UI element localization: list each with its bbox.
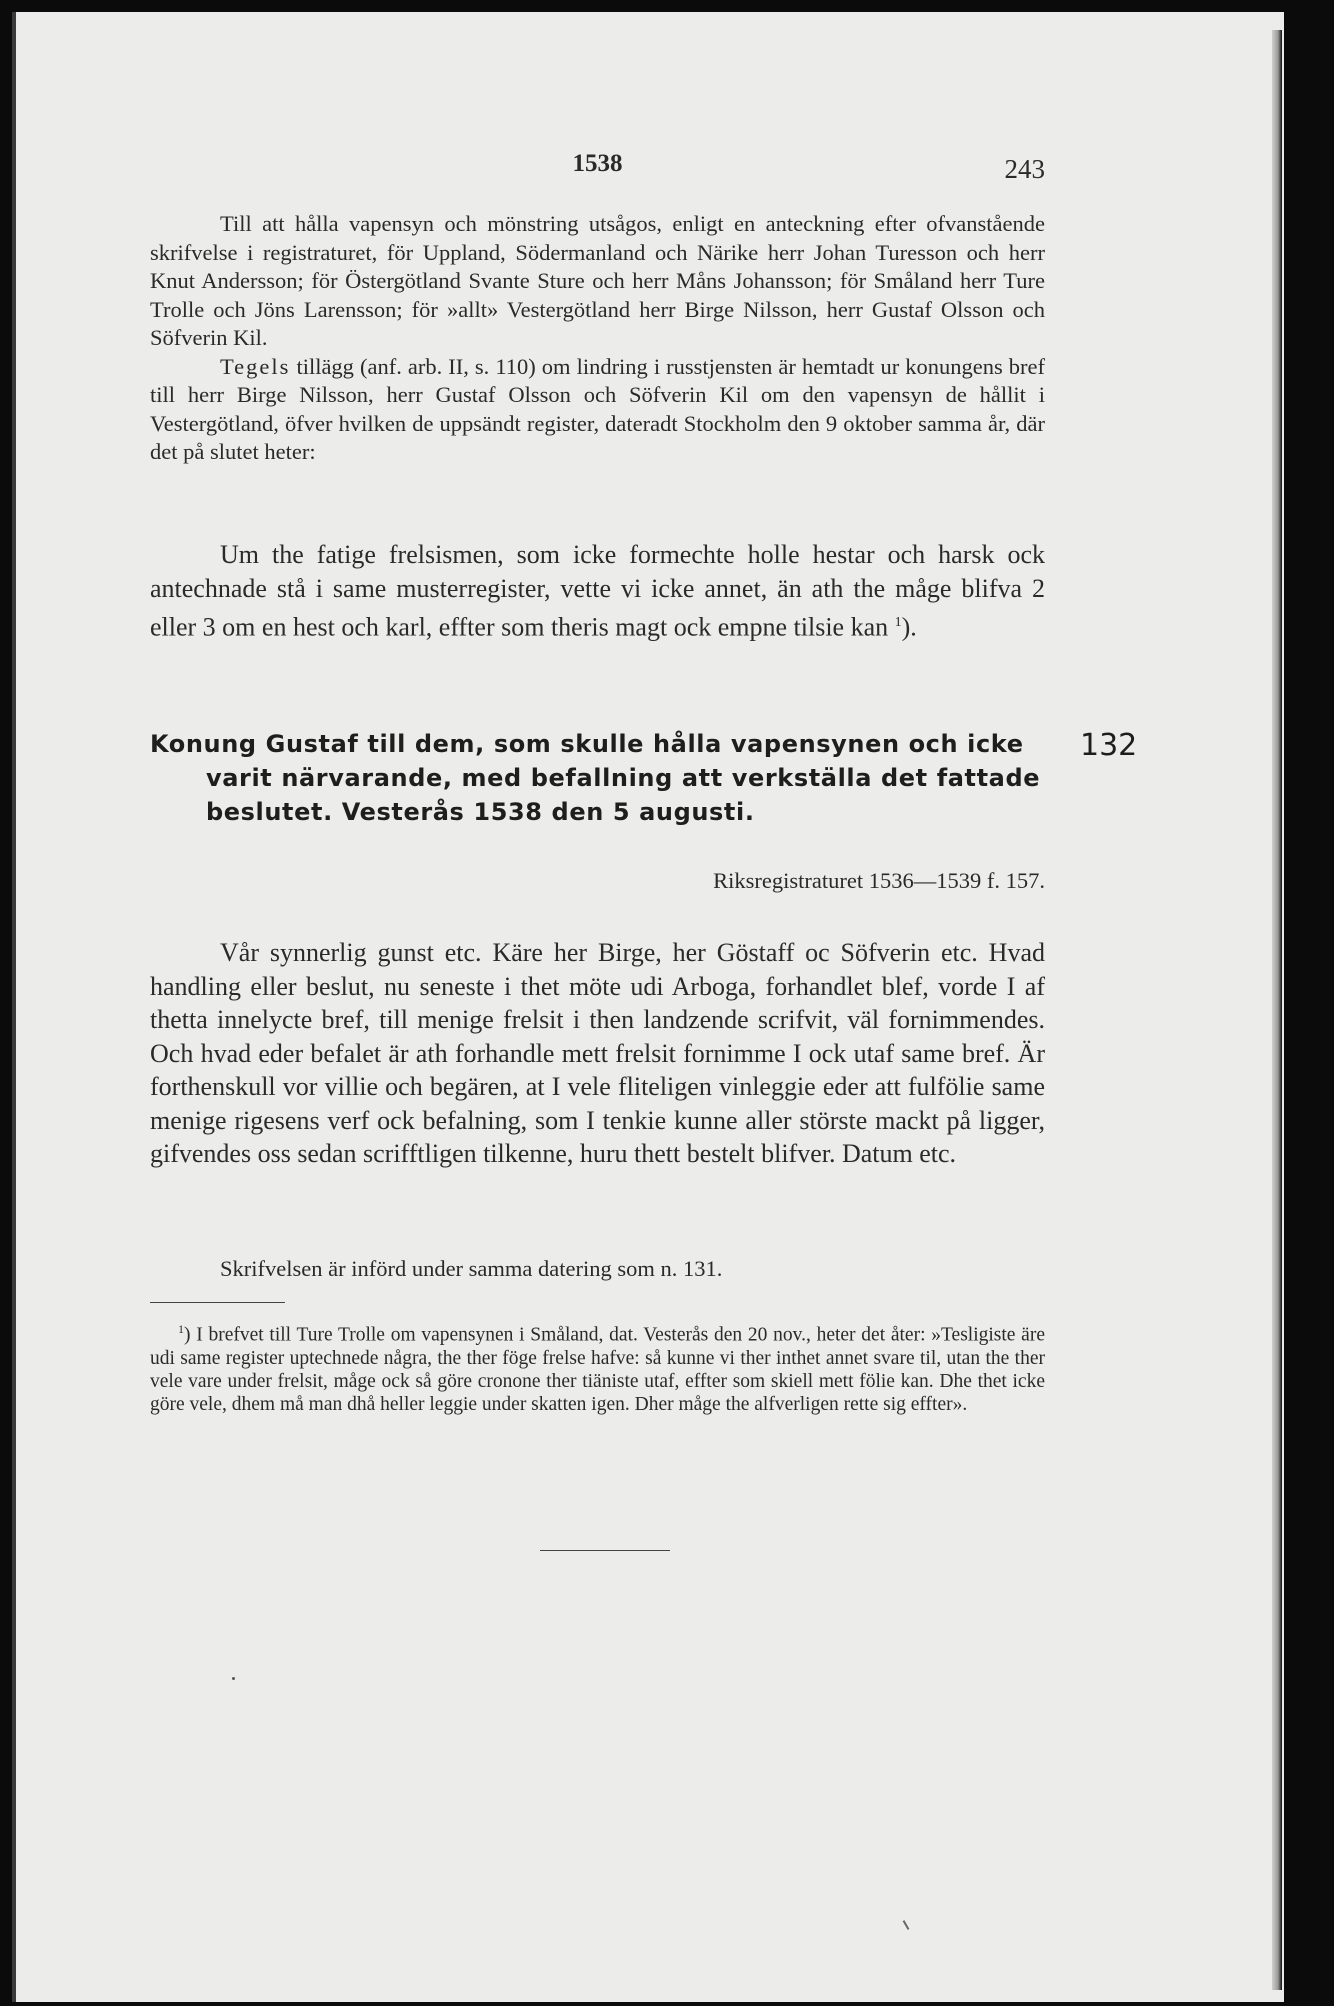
document-heading-text: Konung Gustaf till dem, som skulle hålla vapensynen och icke varit närvarande, med befallning att verkställa det fattade beslutet. Vesterås 1538 den 5 augusti. bbox=[150, 730, 1041, 826]
quoted-passage bbox=[150, 538, 1045, 645]
footnote bbox=[150, 1318, 1045, 1416]
letter-body bbox=[150, 936, 1045, 1171]
intro-text bbox=[150, 210, 1045, 467]
footnote-ref: 1 bbox=[894, 615, 902, 630]
letter-text: Vår synnerlig gunst etc. Käre her Birge, her Göstaff oc Söfverin etc. Hvad handling eller beslut, nu seneste i thet möte udi Arboga, forhandlet blef, vorde I af thetta innelycte bref, till menige frelsit i then landzende scrifvit, väl fornimmendes. Och hvad eder befalet är ath forhandle mett frelsit fornimme I ock utaf same bref. Är forthenskull vor villie och begären, at I vele fliteligen vinleggie eder att fulfölie same menige rigesens verf ock befalning, som I tenkie kunne aller störste mackt på ligger, gifvendes oss sedan scrifftligen tilkenne, huru thett bestelt blifver. Datum etc. bbox=[150, 938, 1045, 1168]
quote-paragraph bbox=[150, 538, 1045, 645]
intro-paragraph-2 bbox=[150, 353, 1045, 467]
header-year: 1538 bbox=[572, 150, 623, 177]
page-edge bbox=[1272, 30, 1282, 1990]
quote-end: ). bbox=[901, 612, 917, 642]
speck bbox=[232, 1677, 235, 1680]
source-reference: Riksregistraturet 1536—1539 f. 157. bbox=[713, 868, 1045, 893]
footnote-paragraph bbox=[150, 1318, 1045, 1416]
intro-paragraph-1: Till att hålla vapensyn och mönstring utsågos, enligt en anteckning efter ofvanstående skrifvelse i registraturet, för Uppland, Södermanland och Närike herr Johan Turesson och herr Knut Andersson; för Östergötland Svante Sture och herr Måns Johansson; för Småland herr Ture Trolle och Jöns Larensson; för »allt» Vestergötland herr Birge Nilsson, herr Gustaf Olsson och Söfverin Kil. bbox=[150, 211, 1045, 350]
document-heading bbox=[150, 727, 1045, 829]
running-header bbox=[150, 150, 1045, 190]
page-number: 243 bbox=[1004, 154, 1045, 184]
intro-paragraph-2-text: tillägg (anf. arb. II, s. 110) om lindring i russtjensten är hemtadt ur konungens bref till herr Birge Nilsson, herr Gustaf Olsson och Söfverin Kil om den vapensyn de hållit i Vestergötland, öfver hvilken de uppsändt register, dateradt Stockholm den 9 oktober samma år, där det på slutet heter: bbox=[150, 353, 1045, 464]
registry-note bbox=[150, 1255, 1045, 1284]
end-rule bbox=[540, 1550, 670, 1551]
registry-note-text: Skrifvelsen är införd under samma datering som n. 131. bbox=[220, 1256, 723, 1281]
footnote-text: ) I brefvet till Ture Trolle om vapensynen i Småland, dat. Vesterås den 20 nov., heter det åter: »Tesligiste äre udi same register uptechnede några, the ther föge frelse hafve: så kunne vi ther inthet annet svare til, utan the ther vele vare under frelsit, måge ock så göre cronone ther tiäniste utaf, effter som skiell mett fölie kan. Dhe thet icke göre vele, dhem må man dhå heller leggie under skatten igen. Dher måge the alfverligen rette sig effter». bbox=[150, 1324, 1045, 1415]
author-name: Tegels bbox=[220, 353, 291, 379]
quote-text: Um the fatige frelsismen, som icke formechte holle hestar och harsk ock antechnade stå i same musterregister, vette vi icke annet, än ath the måge blifva 2 eller 3 om en hest och karl, effter som theris magt ock empne tilsie kan bbox=[150, 540, 1045, 642]
footnote-divider bbox=[150, 1302, 285, 1303]
document-number: 132 bbox=[1080, 728, 1138, 763]
footnote-mark: 1 bbox=[178, 1322, 184, 1336]
